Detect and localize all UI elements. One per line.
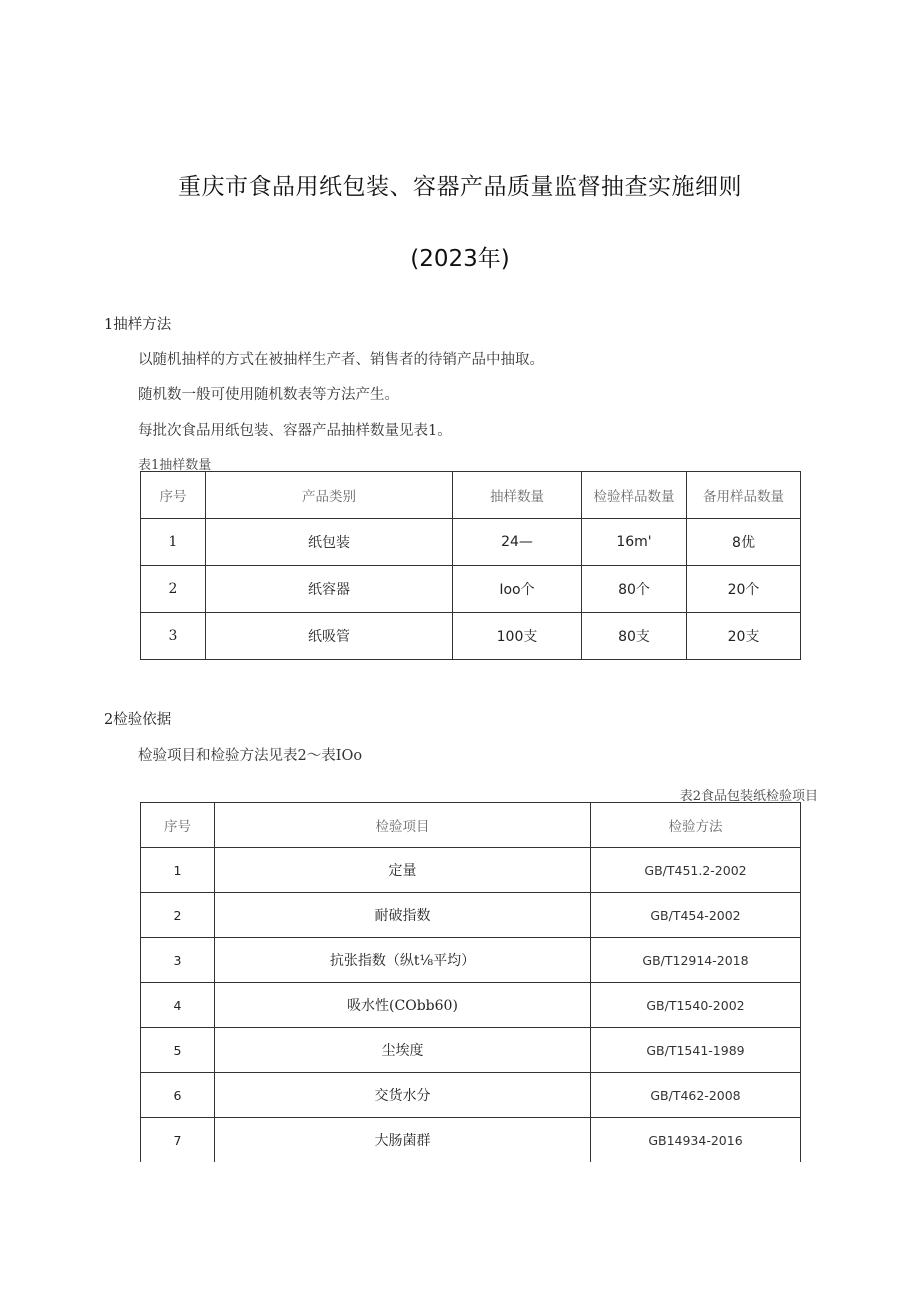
section1-paragraph-2: 随机数一般可使用随机数表等方法产生。: [138, 387, 399, 403]
header-cell: 序号: [141, 803, 215, 848]
table-cell: GB/T454-2002: [591, 893, 801, 938]
header-cell: 检验项目: [215, 803, 591, 848]
table-cell: 5: [141, 1028, 215, 1073]
table2-caption: 表2食品包装纸检验项目: [679, 789, 818, 804]
table-header-row: [141, 472, 801, 519]
table-row: [141, 893, 801, 938]
table-row: [141, 983, 801, 1028]
table-cell: 16m': [582, 519, 687, 566]
sampling-quantity-table: [140, 471, 801, 660]
table-cell: Ioo个: [453, 566, 582, 613]
document-year: (2023年): [410, 246, 510, 272]
table-cell: 纸容器: [206, 566, 453, 613]
inspection-items-table: [140, 802, 801, 1162]
table-cell: 定量: [215, 848, 591, 893]
table-cell: 1: [141, 519, 206, 566]
table-cell: 20支: [687, 613, 801, 660]
header-cell: 备用样品数量: [687, 472, 801, 519]
section2-heading: 2检验依据: [104, 712, 172, 728]
table-cell: 2: [141, 893, 215, 938]
table-row: [141, 848, 801, 893]
table-cell: GB/T1541-1989: [591, 1028, 801, 1073]
section2-paragraph: 检验项目和检验方法见表2～表IOo: [138, 748, 363, 764]
section1-paragraph-3: 每批次食品用纸包装、容器产品抽样数量见表1。: [138, 423, 452, 439]
table-row: [141, 519, 801, 566]
table-cell: 8优: [687, 519, 801, 566]
table-cell: GB/T1540-2002: [591, 983, 801, 1028]
table-cell: 100支: [453, 613, 582, 660]
table-row: [141, 613, 801, 660]
header-cell: 产品类别: [206, 472, 453, 519]
table-row: [141, 566, 801, 613]
header-cell: 检验样品数量: [582, 472, 687, 519]
table-cell: GB/T451.2-2002: [591, 848, 801, 893]
table-row: [141, 1028, 801, 1073]
table-cell: 耐破指数: [215, 893, 591, 938]
header-cell: 序号: [141, 472, 206, 519]
table-cell: 纸包装: [206, 519, 453, 566]
table-cell: 3: [141, 613, 206, 660]
table-cell: GB/T12914-2018: [591, 938, 801, 983]
table-row: [141, 1118, 801, 1163]
table-header-row: [141, 803, 801, 848]
table-cell: 24—: [453, 519, 582, 566]
table-cell: 20个: [687, 566, 801, 613]
table-cell: 6: [141, 1073, 215, 1118]
table-cell: 尘埃度: [215, 1028, 591, 1073]
section1-paragraph-1: 以随机抽样的方式在被抽样生产者、销售者的待销产品中抽取。: [138, 352, 544, 368]
table-cell: 4: [141, 983, 215, 1028]
section1-heading: 1抽样方法: [104, 317, 172, 333]
table-cell: 7: [141, 1118, 215, 1163]
table-cell: 交货水分: [215, 1073, 591, 1118]
table-cell: 1: [141, 848, 215, 893]
table-cell: GB14934-2016: [591, 1118, 801, 1163]
table-cell: 吸水性(CObb60): [215, 983, 591, 1028]
table-cell: 纸吸管: [206, 613, 453, 660]
table-cell: 3: [141, 938, 215, 983]
document-title: 重庆市食品用纸包装、容器产品质量监督抽查实施细则: [178, 174, 742, 200]
table-cell: 大肠菌群: [215, 1118, 591, 1163]
header-cell: 检验方法: [591, 803, 801, 848]
table-row: [141, 938, 801, 983]
table-cell: GB/T462-2008: [591, 1073, 801, 1118]
table-cell: 80支: [582, 613, 687, 660]
table-row: [141, 1073, 801, 1118]
table1-caption: 表1抽样数量: [138, 458, 212, 473]
table-cell: 抗张指数（纵t⅛平均）: [215, 938, 591, 983]
table-cell: 2: [141, 566, 206, 613]
header-cell: 抽样数量: [453, 472, 582, 519]
table-cell: 80个: [582, 566, 687, 613]
